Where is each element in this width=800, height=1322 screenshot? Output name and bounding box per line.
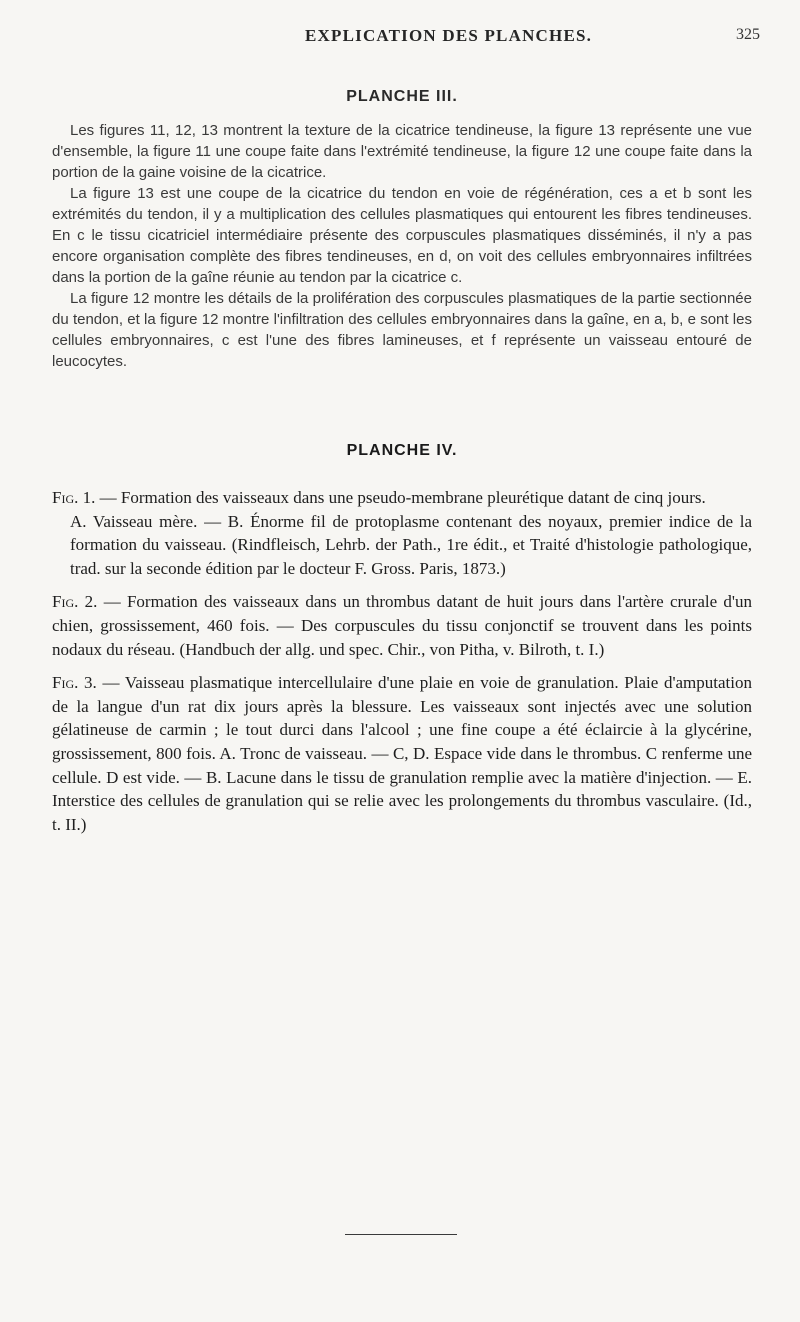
figure-1-text: — Formation des vaisseaux dans une pseudo-membrane pleurétique datant de cinq jours. bbox=[99, 488, 706, 507]
figure-2-label: Fig. 2. bbox=[52, 592, 98, 612]
planche-iii-heading: PLANCHE III. bbox=[346, 88, 458, 105]
running-title: EXPLICATION DES PLANCHES. bbox=[305, 26, 593, 45]
figure-3-text: — Vaisseau plasmatique intercellulaire d'une plaie en voie de granulation. Plaie d'amputation de la langue d'un rat dix jours après la blessure. Les vaisseaux sont injectés avec une solution gélatineuse de carmin ; le tout durci dans l'alcool ; une fine coupe a été éclaircie à la glycérine, grossissement, 800 fois. A. Tronc de vaisseau. — C, D. Espace vide dans le thrombus. C renferme une cellule. D est vide. — B. Lacune dans le tissu de granulation remplie avec la matière d'injection. — E. Interstice des cellules de granulation qui se relie avec les prolongements du thrombus vasculaire. (Id., t. II.) bbox=[52, 673, 752, 834]
page-content bbox=[52, 88, 752, 846]
figure-3-label: Fig. 3. bbox=[52, 673, 97, 693]
figure-2-caption bbox=[52, 590, 752, 661]
figure-1-caption bbox=[52, 486, 752, 580]
running-head bbox=[0, 26, 800, 52]
planche-iii-paragraph-1: Les figures 11, 12, 13 montrent la texture de la cicatrice tendineuse, la figure 13 représente une vue d'ensemble, la figure 11 une coupe faite dans l'extrémité tendineuse, la figure 12 une coupe faite dans la portion de la gaine voisine de la cicatrice. bbox=[52, 122, 752, 181]
figure-3-caption bbox=[52, 671, 752, 836]
figure-2-text: — Formation des vaisseaux dans un thrombus datant de huit jours dans l'artère crurale d'un chien, grossissement, 460 fois. — Des corpuscules du tissu conjonctif se trouvent dans les points nodaux du réseau. (Handbuch der allg. und spec. Chir., von Pitha, v. Bilroth, t. I.) bbox=[52, 592, 752, 659]
planche-iii-paragraph-2: La figure 13 est une coupe de la cicatrice du tendon en voie de régénération, ces a et b sont les extrémités du tendon, il y a multiplication des cellules plasmatiques qui entourent les fibres tendineuses. En c le tissu cicatriciel intermédiaire présente des corpuscules plasmatiques disséminés, il n'y a pas encore organisation complète des fibres tendineuses, en d, on voit des cellules embryonnaires infiltrées dans la portion de la gaîne réunie au tendon par la cicatrice c. bbox=[52, 185, 752, 286]
planche-iii-paragraph-3: La figure 12 montre les détails de la prolifération des corpuscules plasmatiques de la partie sectionnée du tendon, et la figure 12 montre l'infiltration des cellules embryonnaires dans la gaîne, en a, b, e sont les cellules embryonnaires, c est l'une des fibres lamineuses, et f représente un vaisseau entouré de leucocytes. bbox=[52, 290, 752, 370]
figure-1-label: Fig. 1. bbox=[52, 488, 96, 507]
end-rule-divider bbox=[345, 1234, 457, 1235]
figure-1-detail: A. Vaisseau mère. — B. Énorme fil de protoplasme contenant des noyaux, premier indice de la formation du vaisseau. (Rindfleisch, Lehrb. der Path., 1re édit., et Traité d'histologie pathologique, trad. sur la seconde édition par le docteur F. Gross. Paris, 1873.) bbox=[70, 511, 752, 578]
page-number: 325 bbox=[736, 26, 760, 43]
planche-iv-heading: PLANCHE IV. bbox=[346, 442, 458, 459]
